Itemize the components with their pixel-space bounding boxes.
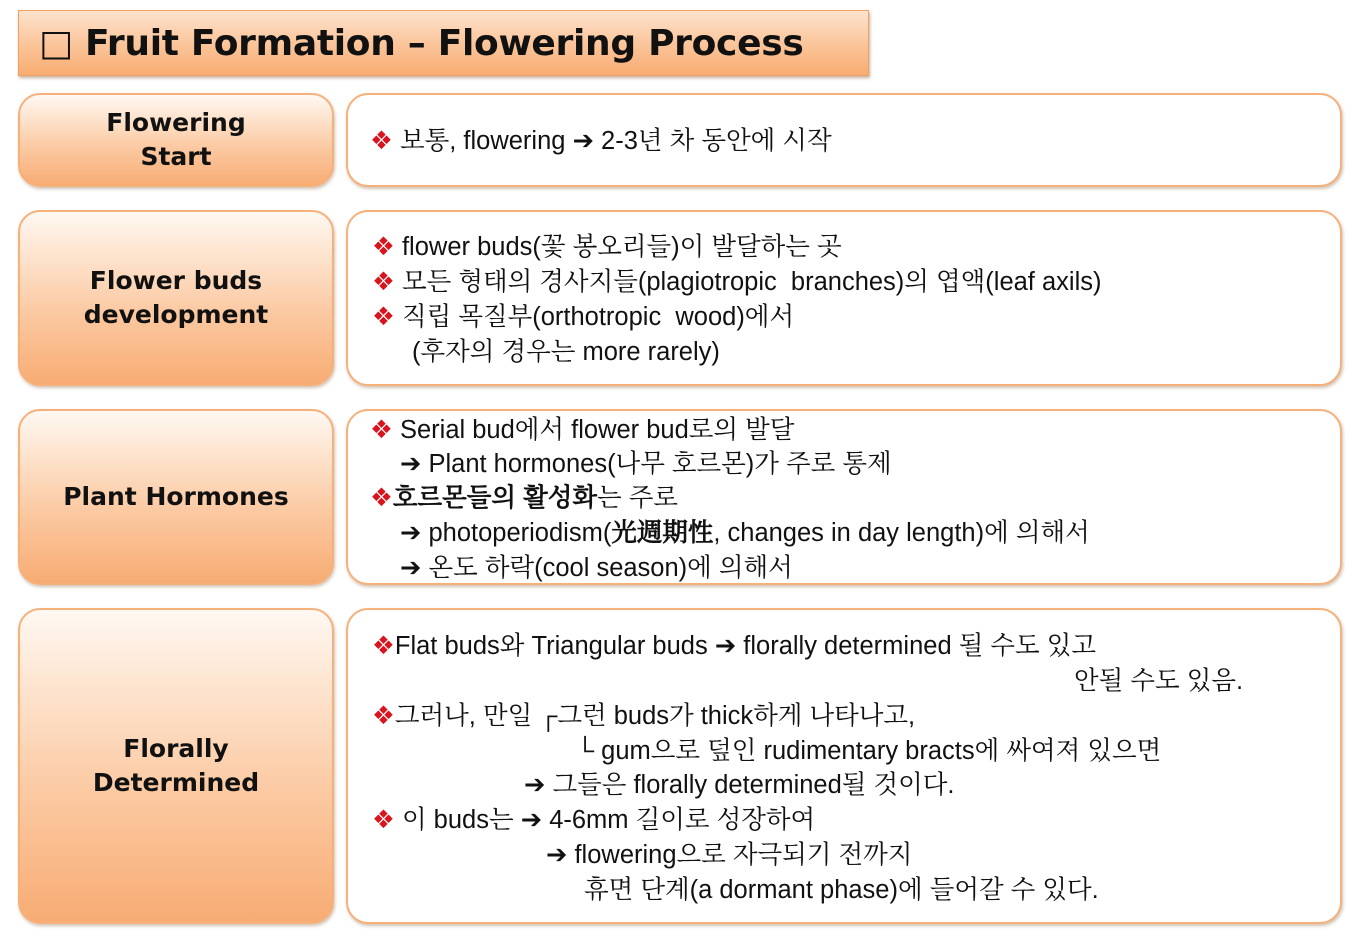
bullet-icon: ❖ xyxy=(370,127,393,155)
content-line: 안될 수도 있음. xyxy=(1074,667,1244,695)
content-line: └ gum으로 덮인 rudimentary bracts에 싸여져 있으면 xyxy=(576,737,1162,765)
section-label-plant-hormones xyxy=(18,409,334,585)
bold-text: 光週期性 xyxy=(611,519,714,547)
line-text: 4-6mm 길이로 성장하여 xyxy=(549,806,816,834)
line-text: florally determined 될 수도 있고 xyxy=(743,632,1097,660)
line-text: 그러나, 만일 ┌그런 buds가 thick하게 나타나고, xyxy=(394,702,916,730)
bullet-icon: ❖ xyxy=(372,268,395,296)
bullet-icon: ❖ xyxy=(370,484,393,512)
content-line: 휴면 단계(a dormant phase)에 들어갈 수 있다. xyxy=(584,876,1099,904)
arrow-icon: ➔ xyxy=(400,519,422,547)
arrow-icon: ➔ xyxy=(520,806,543,834)
arrow-icon: ➔ xyxy=(400,450,422,478)
line-text: 이 buds는 xyxy=(401,806,514,834)
content-line xyxy=(372,803,815,837)
arrow-icon: ➔ xyxy=(400,554,422,582)
content-line xyxy=(400,551,793,585)
section-label-text: Plant Hormones xyxy=(63,482,289,511)
line-text: photoperiodism( xyxy=(428,519,612,547)
section-label-flower-buds-development xyxy=(18,210,334,386)
line-text: Serial bud에서 flower bud로의 발달 xyxy=(399,416,795,444)
content-line xyxy=(524,768,955,802)
content-line xyxy=(372,629,1096,663)
page-title: □ Fruit Formation – Flowering Process xyxy=(39,23,804,64)
line-text: 2-3년 차 동안에 시작 xyxy=(601,127,832,155)
content-line xyxy=(372,699,915,733)
content-line xyxy=(546,838,912,872)
arrow-icon: ➔ xyxy=(524,771,546,799)
bullet-icon: ❖ xyxy=(372,233,395,261)
section-content-flower-buds-development xyxy=(346,210,1342,386)
line-text: 그들은 florally determined될 것이다. xyxy=(552,771,955,799)
content-line xyxy=(400,447,892,481)
content-line xyxy=(372,265,1101,299)
content-line xyxy=(372,230,842,264)
section-content-florally-determined xyxy=(346,608,1342,924)
content-line xyxy=(372,300,794,334)
section-label-text: Florally Determined xyxy=(92,734,260,797)
bullet-icon: ❖ xyxy=(370,416,393,444)
line-text: flowering으로 자극되기 전까지 xyxy=(574,841,913,869)
line-text: , changes in day length)에 의해서 xyxy=(713,519,1090,547)
content-line xyxy=(370,481,678,515)
section-content-plant-hormones xyxy=(346,409,1342,585)
content-line xyxy=(400,516,1090,550)
line-text: 모든 형태의 경사지들(plagiotropic branches)의 엽액(leaf axils) xyxy=(401,268,1102,296)
content-line xyxy=(370,413,794,447)
bullet-icon: ❖ xyxy=(372,806,395,834)
section-label-florally-determined xyxy=(18,608,334,924)
arrow-icon: ➔ xyxy=(572,127,594,155)
title-banner xyxy=(18,10,869,76)
bullet-icon: ❖ xyxy=(372,303,395,331)
line-text: Flat buds와 Triangular buds xyxy=(394,632,708,660)
line-text: 보통, flowering xyxy=(399,127,566,155)
section-label-text: Flowering Start xyxy=(106,108,246,171)
section-label-flowering-start xyxy=(18,93,334,187)
section-label-text: Flower buds development xyxy=(83,266,269,329)
bullet-icon: ❖ xyxy=(372,702,395,730)
line-text: flower buds(꽃 봉오리들)이 발달하는 곳 xyxy=(401,233,842,261)
bullet-icon: ❖ xyxy=(372,632,395,660)
content-line xyxy=(370,124,832,158)
arrow-icon: ➔ xyxy=(546,841,568,869)
arrow-icon: ➔ xyxy=(714,632,737,660)
line-text: 는 주로 xyxy=(597,484,679,512)
line-text: Plant hormones(나무 호르몬)가 주로 통제 xyxy=(428,450,892,478)
line-text: 온도 하락(cool season)에 의해서 xyxy=(428,554,793,582)
section-content-flowering-start xyxy=(346,93,1342,187)
bold-text: 호르몬들의 활성화 xyxy=(392,484,598,512)
content-line: (후자의 경우는 more rarely) xyxy=(412,338,720,366)
line-text: 직립 목질부(orthotropic wood)에서 xyxy=(401,303,795,331)
